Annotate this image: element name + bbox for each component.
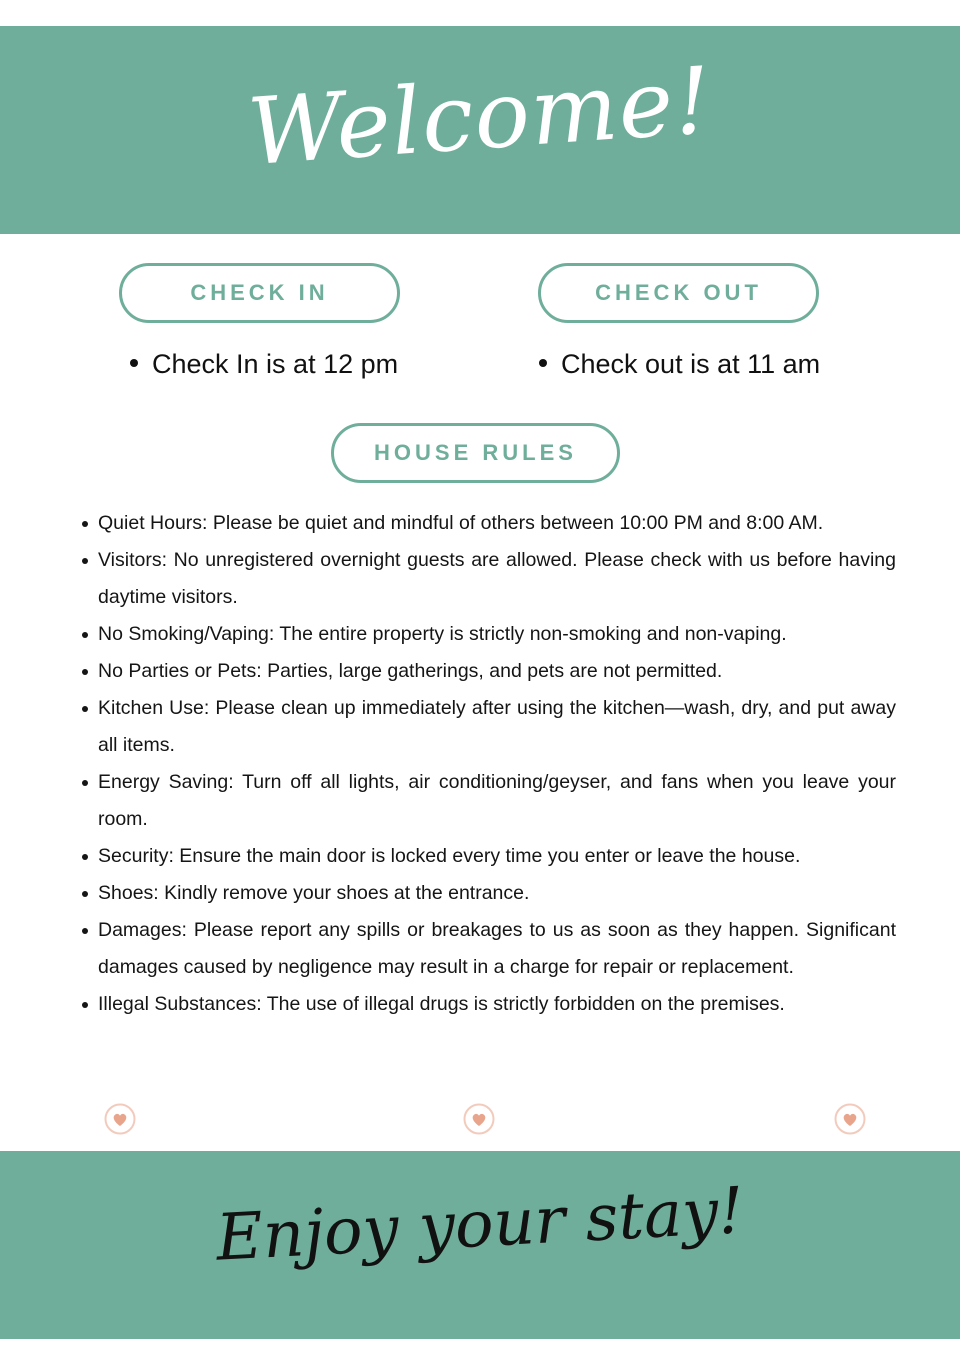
house-rules-list [80, 505, 896, 1023]
check-in-heading: CHECK IN [119, 263, 400, 323]
rule-security: Security: Ensure the main door is locked every time you enter or leave the house. [80, 838, 896, 875]
bullet-icon [130, 359, 138, 367]
check-out-text: Check out is at 11 am [561, 349, 821, 379]
welcome-title: Welcome! [244, 46, 716, 187]
bullet-icon [539, 359, 547, 367]
rule-no-parties-pets: No Parties or Pets: Parties, large gatherings, and pets are not permitted. [80, 653, 896, 690]
check-in-text: Check In is at 12 pm [152, 349, 399, 379]
rule-quiet-hours: Quiet Hours: Please be quiet and mindful of others between 10:00 PM and 8:00 AM. [80, 505, 896, 542]
check-out-time [539, 347, 820, 381]
check-in-time [130, 347, 398, 381]
house-rules-heading: HOUSE RULES [331, 423, 620, 483]
check-out-heading: CHECK OUT [538, 263, 819, 323]
rule-no-smoking: No Smoking/Vaping: The entire property is strictly non-smoking and non-vaping. [80, 616, 896, 653]
enjoy-stay-title: Enjoy your stay! [214, 1174, 746, 1276]
heart-icon [104, 1103, 136, 1135]
heart-icon [463, 1103, 495, 1135]
rule-shoes: Shoes: Kindly remove your shoes at the entrance. [80, 875, 896, 912]
rule-energy-saving: Energy Saving: Turn off all lights, air conditioning/geyser, and fans when you leave your room. [80, 764, 896, 838]
rule-illegal-substances: Illegal Substances: The use of illegal drugs is strictly forbidden on the premises. [80, 986, 896, 1023]
rule-visitors: Visitors: No unregistered overnight guests are allowed. Please check with us before having daytime visitors. [80, 542, 896, 616]
rule-damages: Damages: Please report any spills or breakages to us as soon as they happen. Significant damages caused by negligence may result in a charge for repair or replacement. [80, 912, 896, 986]
rule-kitchen-use: Kitchen Use: Please clean up immediately after using the kitchen—wash, dry, and put away all items. [80, 690, 896, 764]
heart-icon [834, 1103, 866, 1135]
